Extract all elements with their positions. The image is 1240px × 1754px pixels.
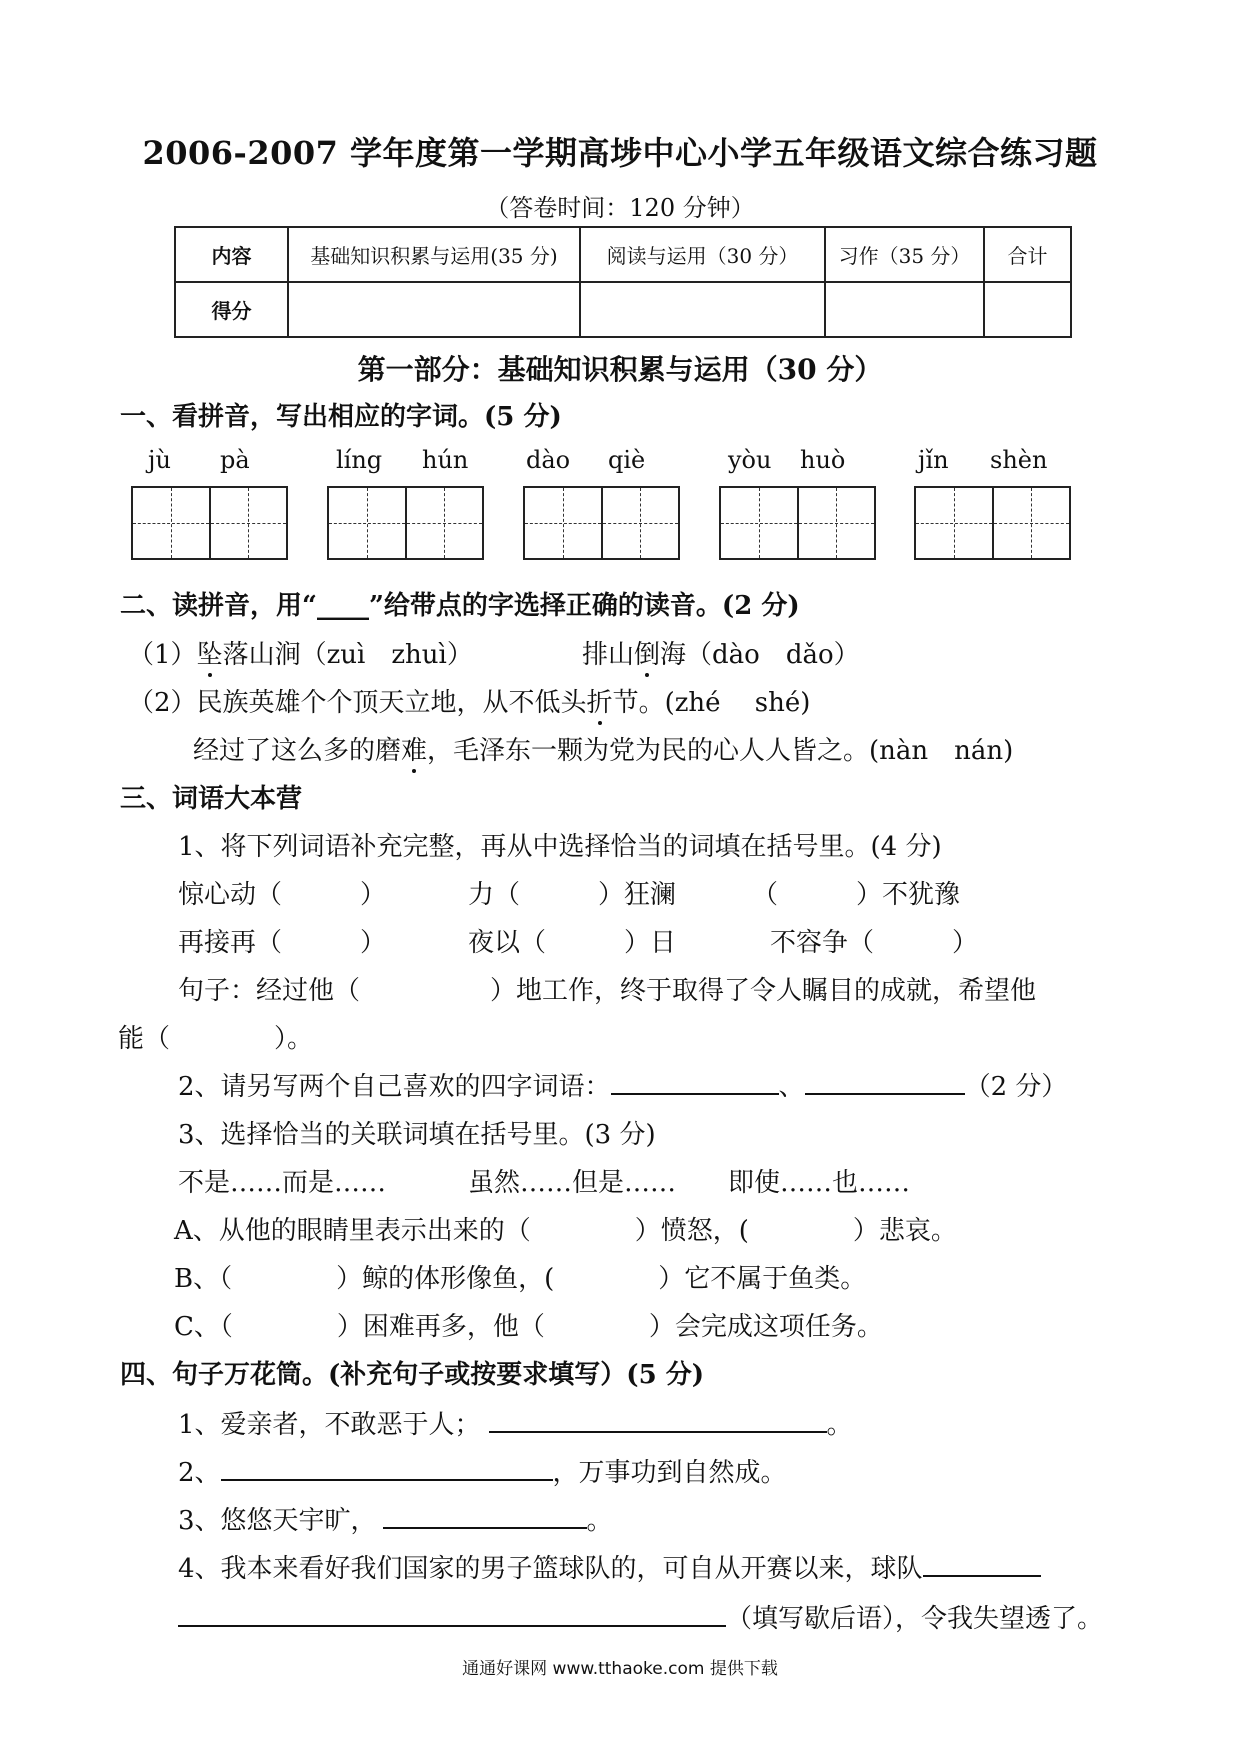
answer-blank[interactable] <box>611 1069 779 1095</box>
dotted-char: 折 <box>587 682 613 719</box>
pinyin-label: pà <box>220 446 250 474</box>
writing-grid[interactable] <box>131 486 288 560</box>
table-cell-writing: 习作（35 分） <box>825 227 984 282</box>
pinyin-label: jǐn <box>918 446 949 474</box>
question-points: （2 分） <box>964 1072 1068 1102</box>
separator: 、 <box>778 1072 805 1102</box>
pinyin-label: jù <box>148 446 171 474</box>
conjunction-option: 不是……而是…… <box>178 1168 387 1198</box>
question-text: 1、爱亲者，不敢恶于人； <box>178 1410 481 1440</box>
table-cell-content-label: 内容 <box>175 227 288 282</box>
footer-credit: 通通好课网 www.tthaoke.com 提供下载 <box>462 1659 778 1679</box>
question-text: 。 <box>586 1506 613 1536</box>
idiom-blank[interactable]: 惊心动（ ） <box>178 880 387 910</box>
question-text: （填写歇后语），令我失望透了。 <box>726 1604 1104 1634</box>
question-line <box>193 730 1013 767</box>
writing-grid[interactable] <box>523 486 680 560</box>
score-table <box>174 226 1072 338</box>
answer-blank[interactable] <box>221 1455 553 1481</box>
exam-duration: （答卷时间：120 分钟） <box>485 194 755 222</box>
question-text: 2、请另写两个自己喜欢的四字词语： <box>178 1072 611 1102</box>
pinyin-label: huò <box>800 446 846 474</box>
writing-grid[interactable] <box>914 486 1071 560</box>
question-line <box>128 682 810 719</box>
score-input-total[interactable] <box>984 282 1071 337</box>
question-text: （2）民族英雄个个顶天立地，从不低头 <box>128 688 587 718</box>
fill-sentence[interactable]: B、（ ）鲸的体形像鱼，( ）它不属于鱼类。 <box>174 1264 867 1294</box>
question-line <box>178 1066 1067 1103</box>
table-cell-total: 合计 <box>984 227 1071 282</box>
section-three-heading: 三、词语大本营 <box>120 784 303 814</box>
question-line <box>178 1452 787 1489</box>
idiom-blank[interactable]: （ ）不犹豫 <box>752 880 961 910</box>
writing-grid[interactable] <box>719 486 876 560</box>
table-cell-basic: 基础知识积累与运用(35 分) <box>288 227 580 282</box>
table-row <box>175 282 1071 337</box>
section-two-heading: 二、读拼音，用“____”给带点的字选择正确的读音。(2 分) <box>120 591 800 621</box>
answer-blank[interactable] <box>383 1503 587 1529</box>
conjunction-option: 虽然……但是…… <box>468 1168 677 1198</box>
fill-sentence[interactable]: C、（ ）困难再多，他（ ）会完成这项任务。 <box>174 1312 883 1342</box>
question-text: 海（dào dǎo） <box>660 640 860 670</box>
question-line <box>178 1500 613 1537</box>
question-text: 经过了这么多的磨 <box>193 736 402 766</box>
answer-blank[interactable] <box>805 1069 965 1095</box>
question-text: ，万事功到自然成。 <box>552 1458 787 1488</box>
question-title: 3、选择恰当的关联词填在括号里。(3 分) <box>178 1120 656 1150</box>
question-line <box>178 1598 1103 1635</box>
answer-blank[interactable] <box>489 1407 827 1433</box>
question-number: （1） <box>128 640 197 670</box>
score-input-basic[interactable] <box>288 282 580 337</box>
score-input-writing[interactable] <box>825 282 984 337</box>
question-text: 节。(zhé shé) <box>612 688 811 718</box>
question-title: 1、将下列词语补充完整，再从中选择恰当的词填在括号里。(4 分) <box>178 832 942 862</box>
answer-blank[interactable] <box>178 1601 726 1627</box>
score-input-reading[interactable] <box>580 282 825 337</box>
pinyin-label: líng <box>336 446 383 474</box>
table-cell-score-label: 得分 <box>175 282 288 337</box>
fill-sentence[interactable]: A、从他的眼睛里表示出来的（ ）愤怒，( ）悲哀。 <box>174 1216 957 1246</box>
table-cell-reading: 阅读与运用（30 分） <box>580 227 825 282</box>
question-text: 3、悠悠天宇旷， <box>178 1506 377 1536</box>
question-line <box>178 1548 1041 1585</box>
question-text: 排山 <box>582 640 635 670</box>
dotted-char: 坠 <box>197 634 223 671</box>
question-text: 。 <box>826 1410 853 1440</box>
idiom-blank[interactable]: 力（ ）狂澜 <box>468 880 677 910</box>
sentence-text: 能（ ）。 <box>118 1024 314 1054</box>
pinyin-label: dào <box>526 446 571 474</box>
pinyin-label: qiè <box>608 446 646 474</box>
pinyin-label: hún <box>422 446 469 474</box>
section-one-heading: 一、看拼音，写出相应的字词。(5 分) <box>120 402 562 432</box>
section-four-heading: 四、句子万花筒。(补充句子或按要求填写）(5 分) <box>120 1360 705 1390</box>
question-line <box>178 1404 853 1441</box>
question-text: 落山涧（zuì zhuì） <box>222 640 473 670</box>
question-text: 2、 <box>178 1458 221 1488</box>
writing-grid[interactable] <box>327 486 484 560</box>
idiom-blank[interactable]: 夜以（ ）日 <box>468 928 677 958</box>
dotted-char: 倒 <box>634 634 660 671</box>
question-line <box>128 634 473 671</box>
answer-blank[interactable] <box>923 1551 1041 1577</box>
conjunction-option: 即使……也…… <box>728 1168 911 1198</box>
pinyin-label: shèn <box>990 446 1048 474</box>
table-row <box>175 227 1071 282</box>
idiom-blank[interactable]: 不容争（ ） <box>770 928 979 958</box>
part-one-heading: 第一部分：基础知识积累与运用（30 分） <box>357 353 883 386</box>
question-text: 4、我本来看好我们国家的男子篮球队的，可自从开赛以来，球队 <box>178 1554 923 1584</box>
page-title: 2006-2007 学年度第一学期高埗中心小学五年级语文综合练习题 <box>142 134 1098 172</box>
dotted-char: 难 <box>401 730 427 767</box>
pinyin-label: yòu <box>728 446 772 474</box>
question-line <box>582 634 860 671</box>
question-text: ，毛泽东一颗为党为民的心人人皆之。(nàn nán) <box>427 736 1014 766</box>
idiom-blank[interactable]: 再接再（ ） <box>178 928 387 958</box>
sentence-text: 句子：经过他（ ）地工作，终于取得了令人瞩目的成就，希望他 <box>178 976 1037 1006</box>
